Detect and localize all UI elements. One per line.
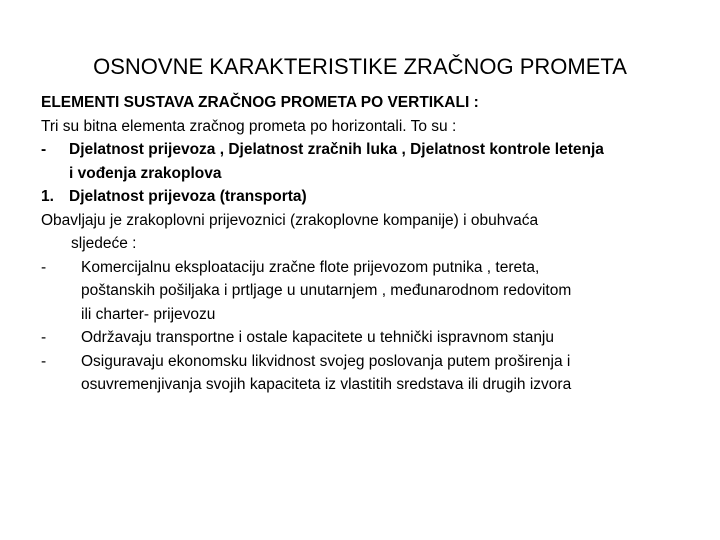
obligation-text: Obavljaju je zrakoplovni prijevoznici (zrakoplovne kompanije) i obuhvaća <box>41 211 539 229</box>
bullet-marker: - <box>41 352 47 370</box>
activity-item <box>41 350 691 397</box>
numbered-item <box>41 185 691 209</box>
bullet-marker: - <box>41 141 47 158</box>
activity-line: ili charter- prijevozu <box>81 305 216 323</box>
bullet-marker: - <box>41 258 47 276</box>
activity-line: Osiguravaju ekonomsku likvidnost svojeg poslovanja putem proširenja i <box>81 352 571 370</box>
elements-line: i vođenja zrakoplova <box>69 164 222 182</box>
slide-title: OSNOVNE KARAKTERISTIKE ZRAČNOG PROMETA <box>93 54 627 79</box>
activity-line: poštanskih pošiljaka i prtljage u unutarnjem , međunarodnom redovitom <box>81 282 572 299</box>
number-marker: 1. <box>41 188 54 205</box>
elements-list-item <box>41 138 691 185</box>
numbered-item-text: Djelatnost prijevoza (transporta) <box>69 188 307 205</box>
intro-text: Tri su bitna elementa zračnog prometa po horizontali. To su : <box>41 117 457 135</box>
slide-body <box>41 91 691 397</box>
activity-line: Održavaju transportne i ostale kapacitete u tehnički ispravnom stanju <box>81 329 554 346</box>
elements-line: Djelatnost prijevoza , Djelatnost zračnih luka , Djelatnost kontrole letenja <box>69 141 604 158</box>
bullet-marker: - <box>41 329 47 346</box>
section-heading: ELEMENTI SUSTAVA ZRAČNOG PROMETA PO VERTIKALI : <box>41 94 479 111</box>
activity-line: osuvremenjivanja svojih kapaciteta iz vlastitih sredstava ili drugih izvora <box>81 376 572 393</box>
obligation-continuation: sljedeće : <box>71 235 137 252</box>
activity-line: Komercijalnu eksploataciju zračne flote prijevozom putnika , tereta, <box>81 258 540 276</box>
activity-item <box>41 256 691 327</box>
activity-item <box>41 326 691 350</box>
